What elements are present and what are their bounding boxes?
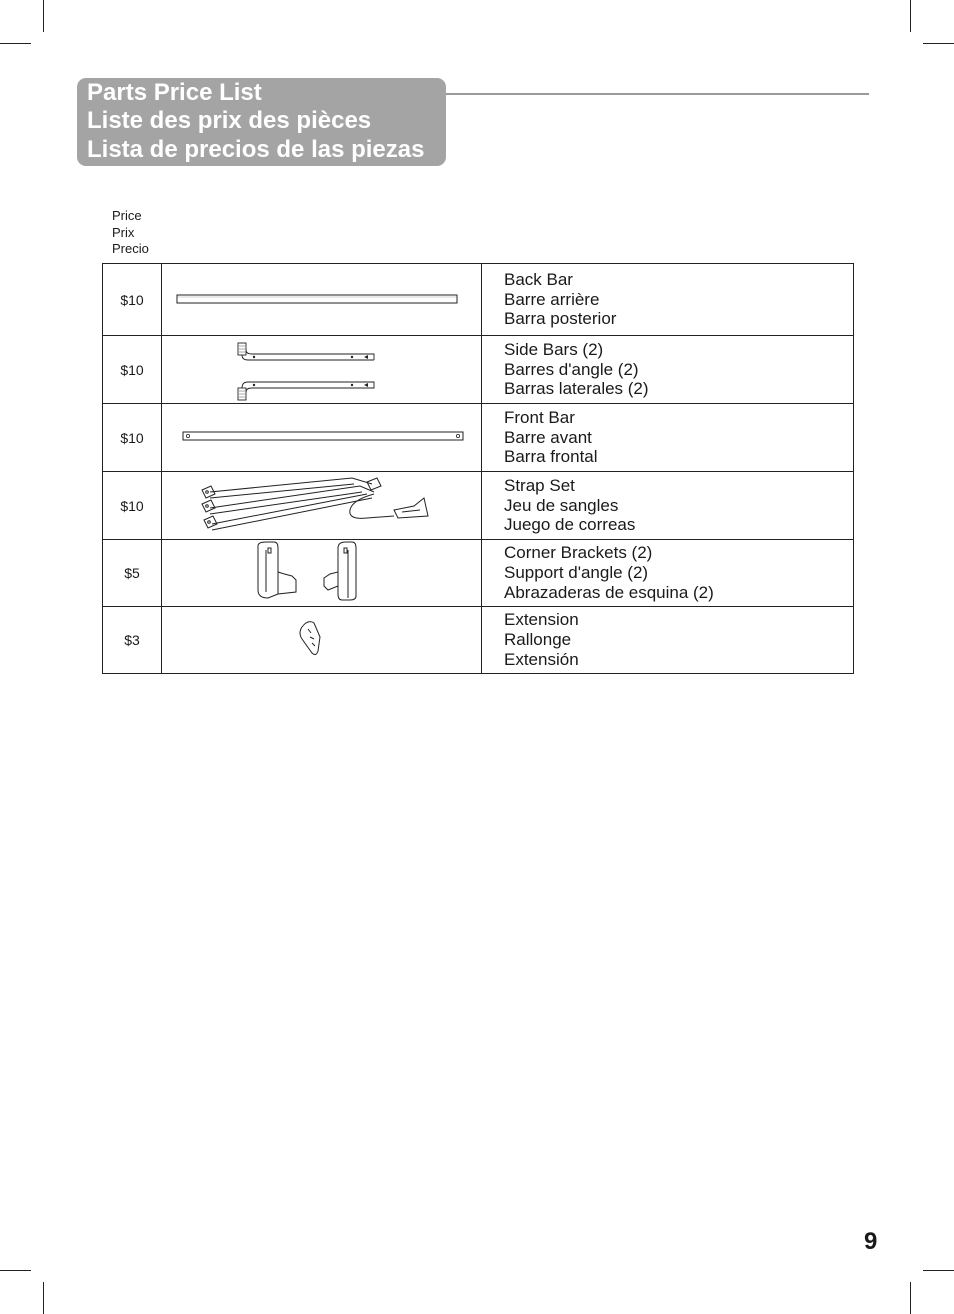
table-row bbox=[103, 264, 853, 336]
side-bars-icon bbox=[162, 336, 481, 403]
part-illustration-cell bbox=[162, 540, 482, 606]
part-price: $10 bbox=[103, 336, 162, 403]
crop-mark bbox=[0, 1270, 31, 1271]
part-illustration-cell bbox=[162, 404, 482, 471]
part-name-en: Front Bar bbox=[504, 407, 575, 427]
part-name-en: Side Bars (2) bbox=[504, 339, 604, 359]
part-description bbox=[482, 540, 853, 606]
table-row bbox=[103, 472, 853, 540]
price-header-en: Price bbox=[112, 208, 142, 223]
part-name-es: Barra posterior bbox=[504, 309, 617, 329]
part-name-es: Juego de correas bbox=[504, 515, 636, 535]
price-header-es: Precio bbox=[112, 241, 149, 256]
part-name-fr: Rallonge bbox=[504, 630, 572, 650]
page-title-box bbox=[77, 78, 446, 166]
part-illustration-cell bbox=[162, 336, 482, 403]
table-row bbox=[103, 404, 853, 472]
crop-mark bbox=[923, 43, 954, 44]
page-number: 9 bbox=[864, 1228, 878, 1255]
part-name-fr: Jeu de sangles bbox=[504, 495, 619, 515]
part-description bbox=[482, 404, 853, 471]
part-description bbox=[482, 472, 853, 539]
part-name-es: Abrazaderas de esquina (2) bbox=[504, 582, 714, 602]
title-rule bbox=[446, 93, 869, 95]
price-column-header bbox=[112, 208, 149, 258]
part-description bbox=[482, 264, 853, 335]
page-title-es: Lista de precios de las piezas bbox=[87, 136, 425, 163]
part-illustration-cell bbox=[162, 607, 482, 673]
part-name-en: Back Bar bbox=[504, 269, 573, 289]
part-name-fr: Barre avant bbox=[504, 427, 592, 447]
part-name-en: Extension bbox=[504, 610, 579, 630]
crop-mark bbox=[43, 0, 44, 32]
part-name-es: Barras laterales (2) bbox=[504, 379, 649, 399]
price-header-fr: Prix bbox=[112, 224, 135, 240]
crop-mark bbox=[43, 1282, 44, 1314]
part-price: $10 bbox=[103, 264, 162, 335]
part-illustration-cell bbox=[162, 472, 482, 539]
front-bar-icon bbox=[162, 404, 481, 471]
back-bar-icon bbox=[162, 264, 481, 335]
table-row bbox=[103, 336, 853, 404]
parts-price-table bbox=[102, 263, 854, 674]
corner-brackets-icon bbox=[162, 540, 481, 606]
part-description bbox=[482, 607, 853, 673]
part-description bbox=[482, 336, 853, 403]
part-name-fr: Barre arrière bbox=[504, 289, 600, 309]
part-price: $10 bbox=[103, 472, 162, 539]
part-name-fr: Support d'angle (2) bbox=[504, 563, 649, 583]
part-price: $3 bbox=[103, 607, 162, 673]
page-title-en: Parts Price List bbox=[87, 79, 262, 106]
crop-mark bbox=[910, 0, 911, 32]
page-title-fr: Liste des prix des pièces bbox=[87, 107, 372, 134]
part-name-en: Strap Set bbox=[504, 475, 575, 495]
table-row bbox=[103, 540, 853, 607]
part-price: $5 bbox=[103, 540, 162, 606]
crop-mark bbox=[923, 1270, 954, 1271]
table-row bbox=[103, 607, 853, 674]
part-name-fr: Barres d'angle (2) bbox=[504, 359, 639, 379]
crop-mark bbox=[910, 1282, 911, 1314]
extension-icon bbox=[162, 607, 481, 673]
part-name-es: Extensión bbox=[504, 649, 579, 669]
crop-mark bbox=[0, 43, 31, 44]
strap-set-icon bbox=[162, 472, 481, 539]
part-name-en: Corner Brackets (2) bbox=[504, 543, 653, 563]
part-price: $10 bbox=[103, 404, 162, 471]
part-name-es: Barra frontal bbox=[504, 447, 598, 467]
part-illustration-cell bbox=[162, 264, 482, 335]
